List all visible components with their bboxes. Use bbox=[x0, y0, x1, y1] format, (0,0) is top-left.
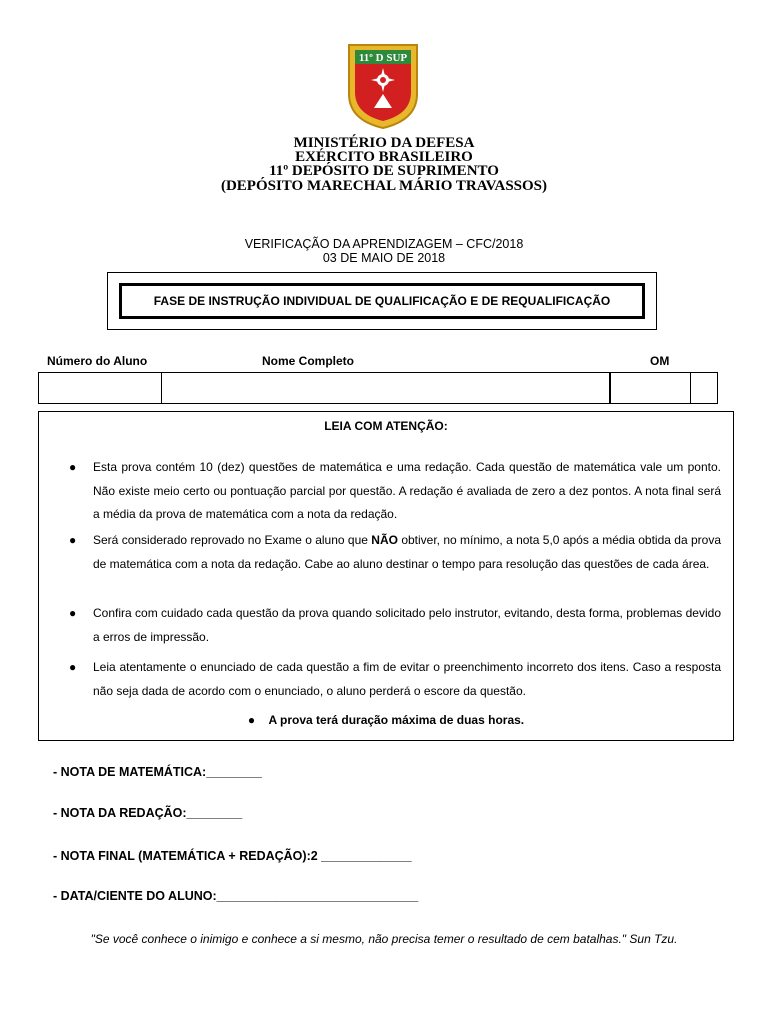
student-number-field[interactable] bbox=[38, 372, 162, 404]
notice-item-text: Confira com cuidado cada questão da prova quando solicitado pelo instrutor, evitando, desta forma, problemas devido a erros de impressão. bbox=[93, 606, 721, 644]
student-number-label: Número do Aluno bbox=[47, 354, 148, 368]
emblem-text: 11º D SUP bbox=[358, 52, 408, 64]
math-grade-line: - NOTA DE MATEMÁTICA:________ bbox=[53, 765, 262, 779]
notice-box bbox=[38, 411, 734, 741]
essay-grade-line: - NOTA DA REDAÇÃO:________ bbox=[53, 806, 243, 820]
header-army: EXÉRCITO BRASILEIRO bbox=[295, 149, 473, 165]
header-depot: 11º DEPÓSITO DE SUPRIMENTO bbox=[269, 163, 499, 179]
notice-item-text: Leia atentamente o enunciado de cada questão a fim de evitar o preenchimento incorreto dos itens. Caso a resposta não seja dada de acordo com o enunciado, o aluno perderá o escore da questão. bbox=[93, 660, 721, 698]
bullet-icon: ● bbox=[69, 660, 77, 674]
notice-item-emphasis: NÃO bbox=[371, 533, 398, 547]
notice-item-text-start: Será considerado reprovado no Exame o aluno que bbox=[93, 533, 372, 547]
notice-item-text-end: obtiver, no mínimo, a nota 5,0 após a média obtida da prova de matemática com a nota da redação. Cabe ao aluno destinar o tempo para resolução das questões de cada área. bbox=[93, 533, 721, 571]
duration-text: A prova terá duração máxima de duas horas. bbox=[268, 713, 525, 727]
phase-box bbox=[107, 272, 657, 330]
bullet-icon: ● bbox=[247, 713, 256, 727]
exam-date: 03 DE MAIO DE 2018 bbox=[322, 251, 446, 265]
full-name-field[interactable] bbox=[161, 372, 611, 404]
exam-title: VERIFICAÇÃO DA APRENDIZAGEM – CFC/2018 bbox=[244, 237, 524, 251]
om-label: OM bbox=[650, 354, 670, 368]
bullet-icon: ● bbox=[69, 533, 77, 547]
phase-title: FASE DE INSTRUÇÃO INDIVIDUAL DE QUALIFICAÇÃO E DE REQUALIFICAÇÃO bbox=[119, 283, 645, 319]
student-signature-line: - DATA/CIENTE DO ALUNO:_____________________________ bbox=[53, 889, 419, 903]
bullet-icon: ● bbox=[69, 606, 77, 620]
notice-title: LEIA COM ATENÇÃO: bbox=[324, 419, 448, 433]
unit-emblem-icon bbox=[346, 42, 420, 130]
quote: "Se você conhece o inimigo e conhece a si mesmo, não precisa temer o resultado de cem batalhas." Sun Tzu. bbox=[90, 932, 678, 946]
full-name-label: Nome Completo bbox=[262, 354, 355, 368]
notice-item-text bbox=[93, 529, 721, 576]
om-field[interactable] bbox=[609, 372, 691, 404]
header-depot-name: (DEPÓSITO MARECHAL MÁRIO TRAVASSOS) bbox=[220, 178, 548, 194]
om-extra-field[interactable] bbox=[690, 372, 718, 404]
header-ministry: MINISTÉRIO DA DEFESA bbox=[293, 135, 475, 151]
final-grade-line: - NOTA FINAL (MATEMÁTICA + REDAÇÃO):2 _____________ bbox=[53, 849, 412, 863]
bullet-icon: ● bbox=[69, 460, 77, 474]
duration-notice bbox=[39, 713, 733, 727]
notice-item-text: Esta prova contém 10 (dez) questões de matemática e uma redação. Cada questão de matemática vale um ponto. Não existe meio certo ou pontuação parcial por questão. A redação é avaliada de zero a dez pontos. A nota final será a média da prova de matemática com a nota da redação. bbox=[93, 460, 721, 521]
